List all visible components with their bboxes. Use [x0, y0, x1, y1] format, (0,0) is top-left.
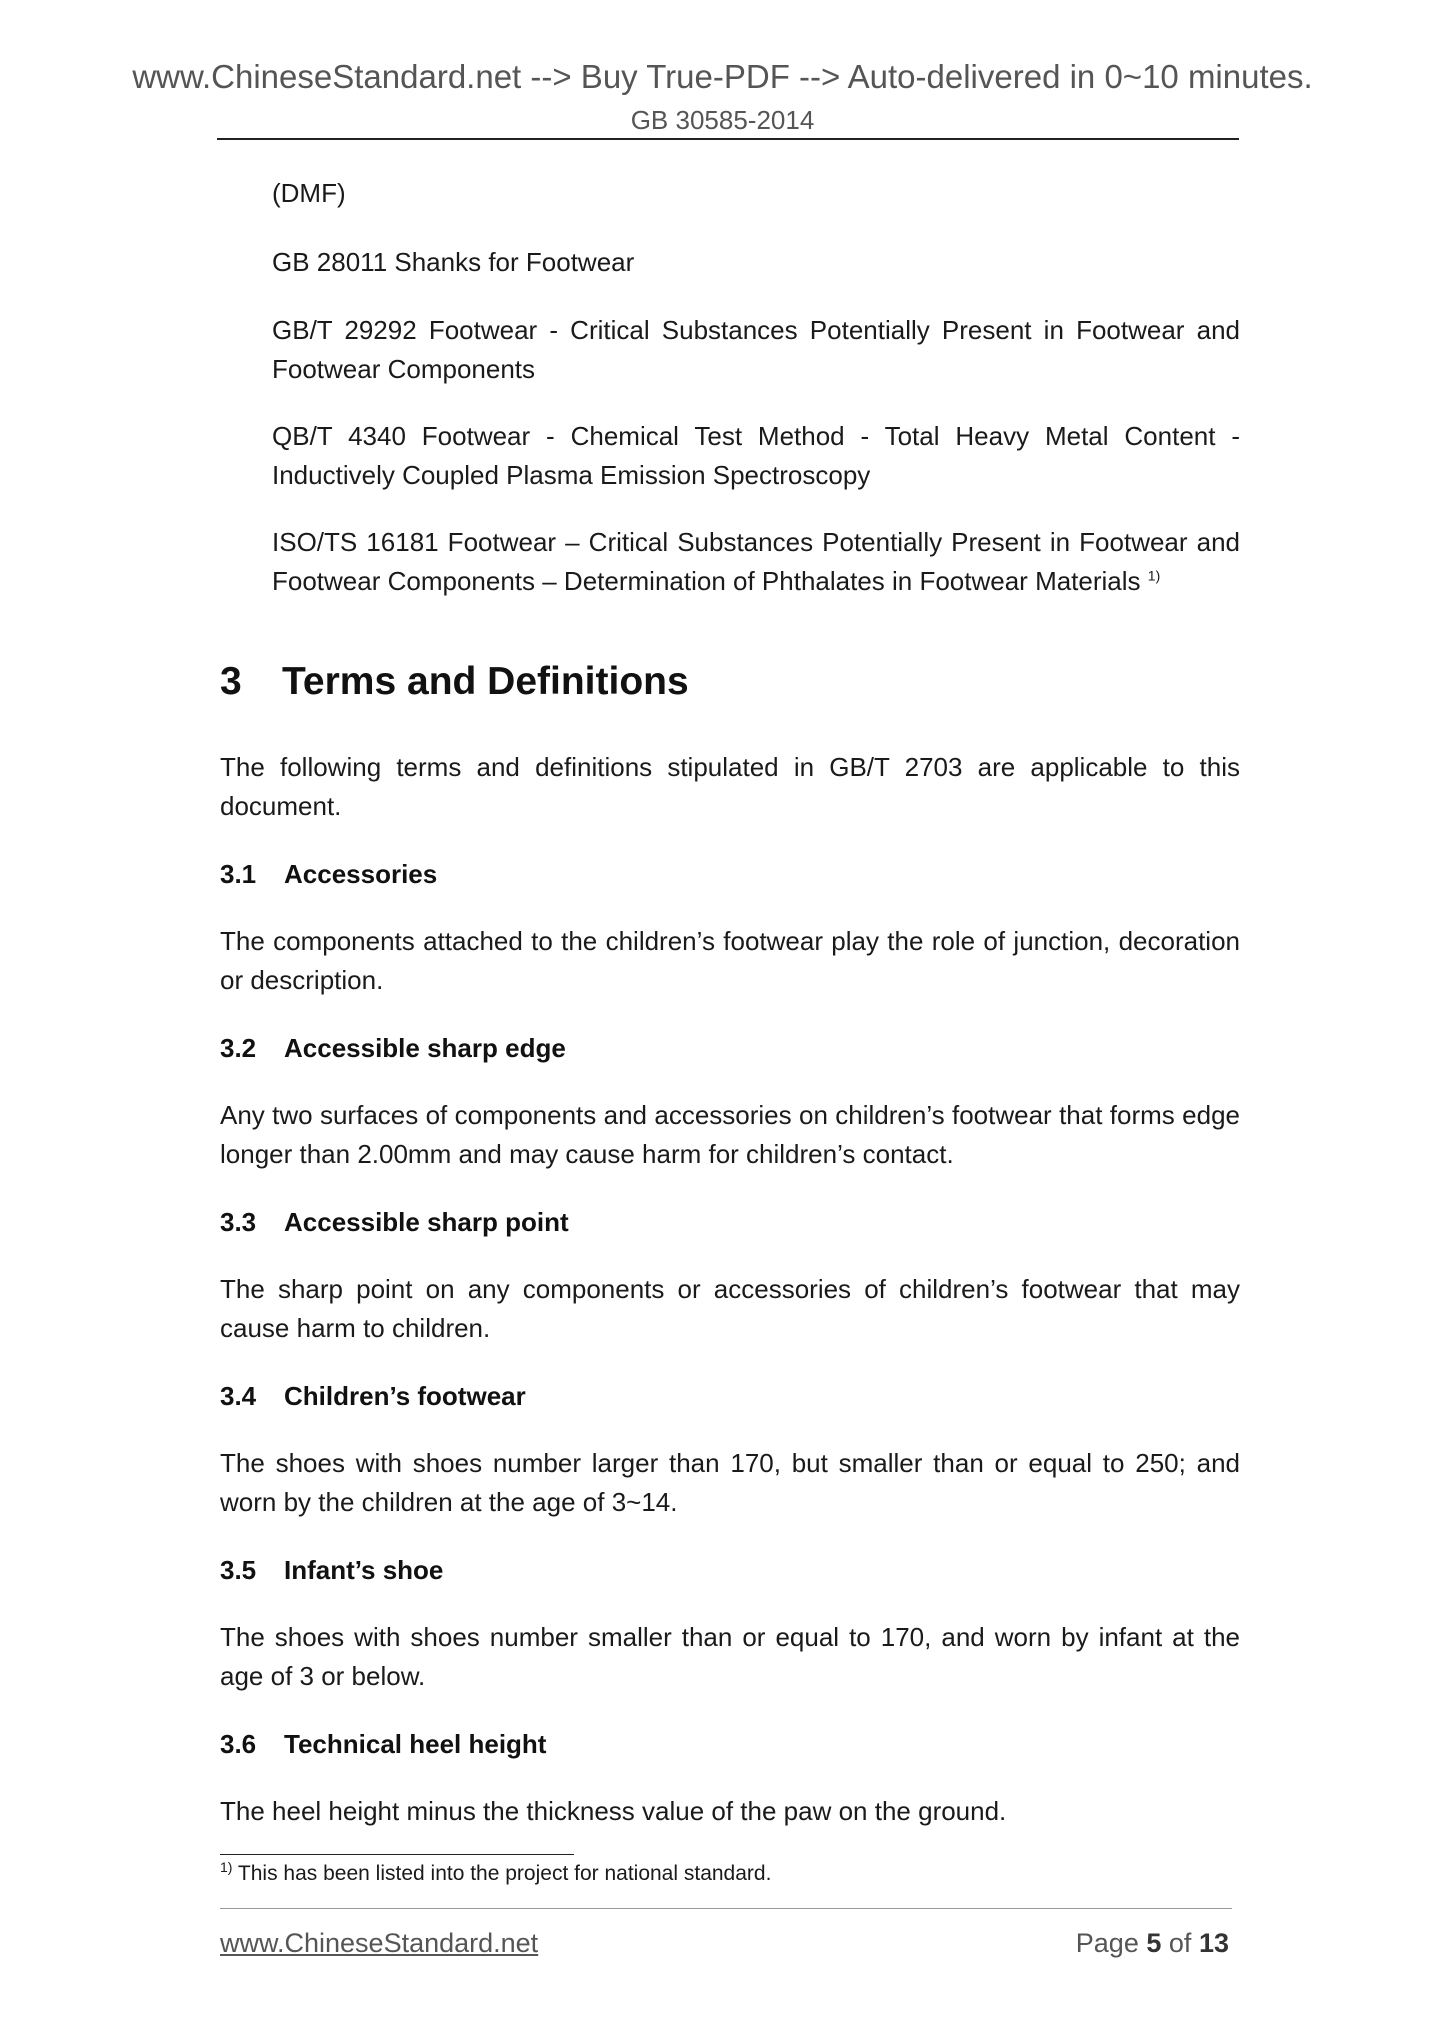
term-number: 3.4 — [220, 1381, 257, 1411]
top-banner: www.ChineseStandard.net --> Buy True-PDF --> Auto-delivered in 0~10 minutes. — [132, 58, 1313, 95]
term-number: 3.2 — [220, 1033, 257, 1063]
header-divider — [217, 138, 1239, 140]
term-number: 3.6 — [220, 1729, 257, 1759]
term-definition: The shoes with shoes number smaller than or equal to 170, and worn by infant at the age of 3 or below. — [220, 1622, 1240, 1691]
term-number: 3.1 — [220, 859, 257, 889]
section-title: Terms and Definitions — [282, 660, 689, 703]
reference-item: GB/T 29292 Footwear - Critical Substances Potentially Present in Footwear and Footwear Components — [272, 315, 1240, 384]
footer-website-link[interactable]: www.ChineseStandard.net — [220, 1928, 539, 1958]
term-definition: Any two surfaces of components and accessories on children’s footwear that forms edge longer than 2.00mm and may cause harm for children’s contact. — [220, 1100, 1240, 1169]
term-title: Children’s footwear — [284, 1381, 526, 1411]
page-prefix: Page — [1075, 1928, 1139, 1958]
standard-code: GB 30585-2014 — [630, 105, 815, 135]
term-heading — [220, 1033, 566, 1064]
section-number: 3 — [220, 660, 242, 703]
term-number: 3.5 — [220, 1555, 257, 1585]
page-of: of — [1168, 1928, 1192, 1958]
term-heading — [220, 1207, 569, 1238]
term-title: Accessories — [284, 859, 438, 889]
term-title: Infant’s shoe — [284, 1555, 444, 1585]
footnote-mark: 1) — [220, 1859, 233, 1875]
term-heading — [220, 1555, 443, 1586]
footnote-divider — [220, 1854, 574, 1855]
footnote-text: This has been listed into the project for national standard. — [237, 1862, 772, 1885]
reference-item: GB 28011 Shanks for Footwear — [272, 247, 635, 277]
term-number: 3.3 — [220, 1207, 257, 1237]
footnote — [220, 1859, 772, 1886]
term-heading — [220, 1729, 546, 1760]
page-indicator — [1076, 1928, 1229, 1959]
term-title: Accessible sharp point — [284, 1207, 569, 1237]
reference-item: QB/T 4340 Footwear - Chemical Test Method - Total Heavy Metal Content - Inductively Coupled Plasma Emission Spectroscopy — [272, 421, 1240, 490]
term-heading — [220, 1381, 526, 1412]
term-heading — [220, 859, 437, 890]
term-title: Accessible sharp edge — [284, 1033, 566, 1063]
section-heading — [220, 660, 689, 704]
term-title: Technical heel height — [284, 1729, 547, 1759]
reference-item: (DMF) — [272, 178, 346, 208]
section-intro: The following terms and definitions stipulated in GB/T 2703 are applicable to this document. — [220, 752, 1240, 821]
term-definition: The shoes with shoes number larger than 170, but smaller than or equal to 250; and worn by the children at the age of 3~14. — [220, 1448, 1240, 1517]
reference-text: ISO/TS 16181 Footwear – Critical Substances Potentially Present in Footwear and Footwear Components – Determination of Phthalates in Footwear Materials — [272, 527, 1240, 596]
reference-item — [272, 523, 1240, 601]
footnote-marker: 1) — [1147, 567, 1161, 584]
term-definition: The components attached to the children’s footwear play the role of junction, decoration or description. — [220, 926, 1240, 995]
footer-divider — [220, 1908, 1232, 1909]
page-total: 13 — [1198, 1928, 1229, 1958]
page-current: 5 — [1146, 1928, 1162, 1958]
term-definition: The sharp point on any components or accessories of children’s footwear that may cause harm to children. — [220, 1274, 1240, 1343]
term-definition: The heel height minus the thickness value of the paw on the ground. — [220, 1796, 1007, 1826]
